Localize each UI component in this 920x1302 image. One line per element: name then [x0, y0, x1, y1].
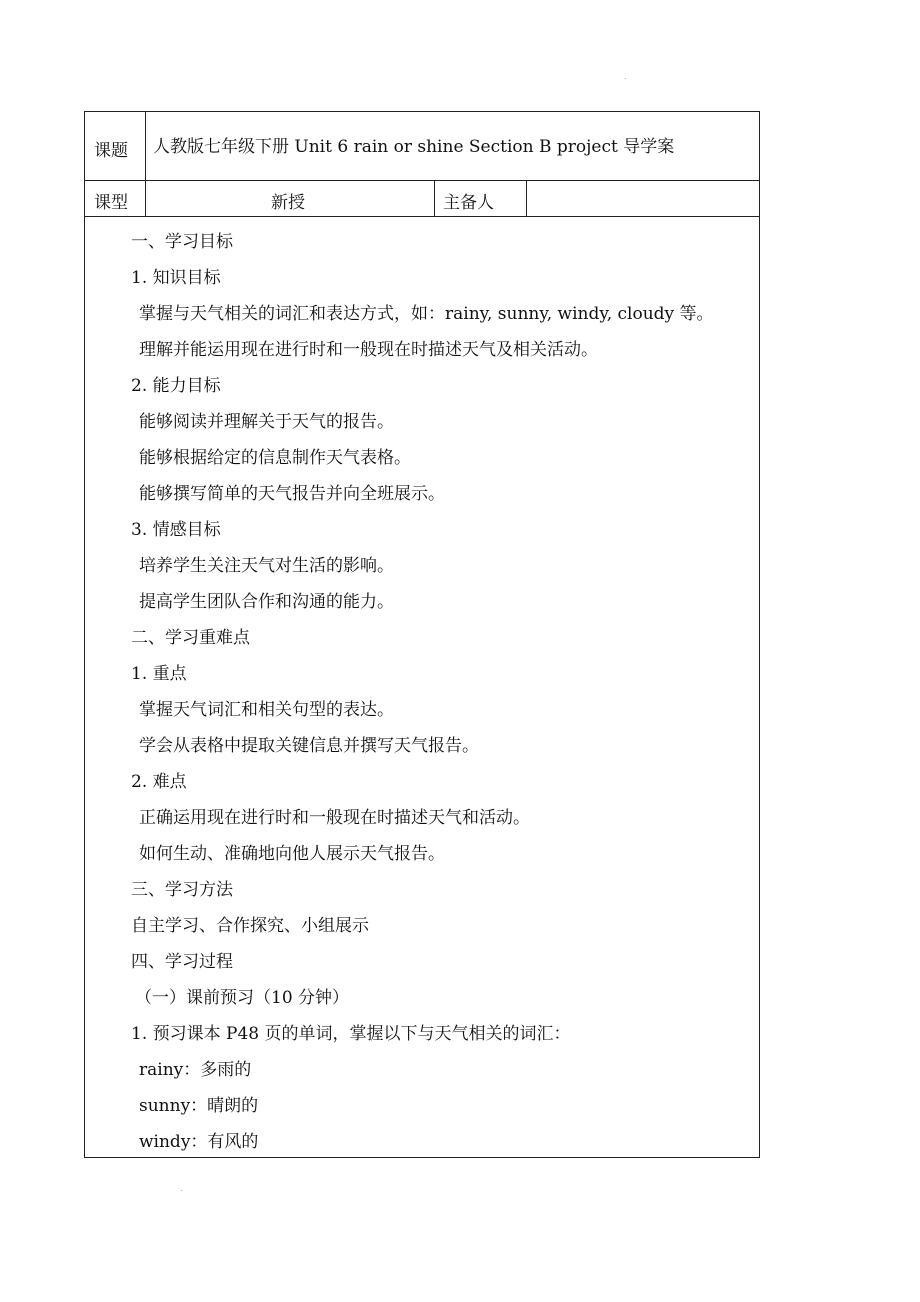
- body-line: 学会从表格中提取关键信息并撰写天气报告。: [139, 736, 479, 756]
- section-heading: 一、学习目标: [131, 232, 233, 252]
- corner-mark: .: [180, 1184, 183, 1193]
- body-line: 掌握天气词汇和相关句型的表达。: [139, 700, 394, 720]
- type-value: 新授: [271, 193, 305, 213]
- section-heading: 二、学习重难点: [131, 628, 250, 648]
- body-line: 能够撰写简单的天气报告并向全班展示。: [139, 484, 445, 504]
- body-line: 掌握与天气相关的词汇和表达方式，如：rainy, sunny, windy, cloudy 等。: [139, 304, 714, 324]
- body-line: 培养学生关注天气对生活的影响。: [139, 556, 394, 576]
- body-line: 能够阅读并理解关于天气的报告。: [139, 412, 394, 432]
- subsection-heading: 2. 难点: [131, 772, 187, 792]
- corner-mark: .: [624, 72, 627, 81]
- type-row: [85, 180, 759, 217]
- author-label: 主备人: [443, 193, 494, 213]
- body-line: 1. 预习课本 P48 页的单词，掌握以下与天气相关的词汇：: [131, 1024, 571, 1044]
- subsection-heading: 1. 重点: [131, 664, 187, 684]
- column-divider: [145, 180, 146, 216]
- column-divider: [526, 180, 527, 216]
- title-value: 人教版七年级下册 Unit 6 rain or shine Section B project 导学案: [153, 137, 675, 157]
- body-line: 自主学习、合作探究、小组展示: [131, 916, 369, 936]
- section-heading: 三、学习方法: [131, 880, 233, 900]
- subsection-heading: （一）课前预习（10 分钟）: [135, 988, 350, 1008]
- title-label: 课题: [94, 141, 128, 161]
- section-heading: 四、学习过程: [131, 952, 233, 972]
- subsection-heading: 2. 能力目标: [131, 376, 221, 396]
- body-line: 能够根据给定的信息制作天气表格。: [139, 448, 411, 468]
- body-line: 正确运用现在进行时和一般现在时描述天气和活动。: [139, 808, 530, 828]
- vocab-line: sunny：晴朗的: [139, 1096, 259, 1116]
- body-line: 提高学生团队合作和沟通的能力。: [139, 592, 394, 612]
- title-row: [85, 112, 759, 181]
- subsection-heading: 3. 情感目标: [131, 520, 221, 540]
- lesson-plan-table: [84, 111, 760, 1158]
- column-divider: [145, 112, 146, 180]
- type-label: 课型: [94, 193, 128, 213]
- vocab-line: rainy：多雨的: [139, 1060, 252, 1080]
- vocab-line: windy：有风的: [139, 1132, 259, 1152]
- body-line: 理解并能运用现在进行时和一般现在时描述天气及相关活动。: [139, 340, 598, 360]
- subsection-heading: 1. 知识目标: [131, 268, 221, 288]
- column-divider: [434, 180, 435, 216]
- body-line: 如何生动、准确地向他人展示天气报告。: [139, 844, 445, 864]
